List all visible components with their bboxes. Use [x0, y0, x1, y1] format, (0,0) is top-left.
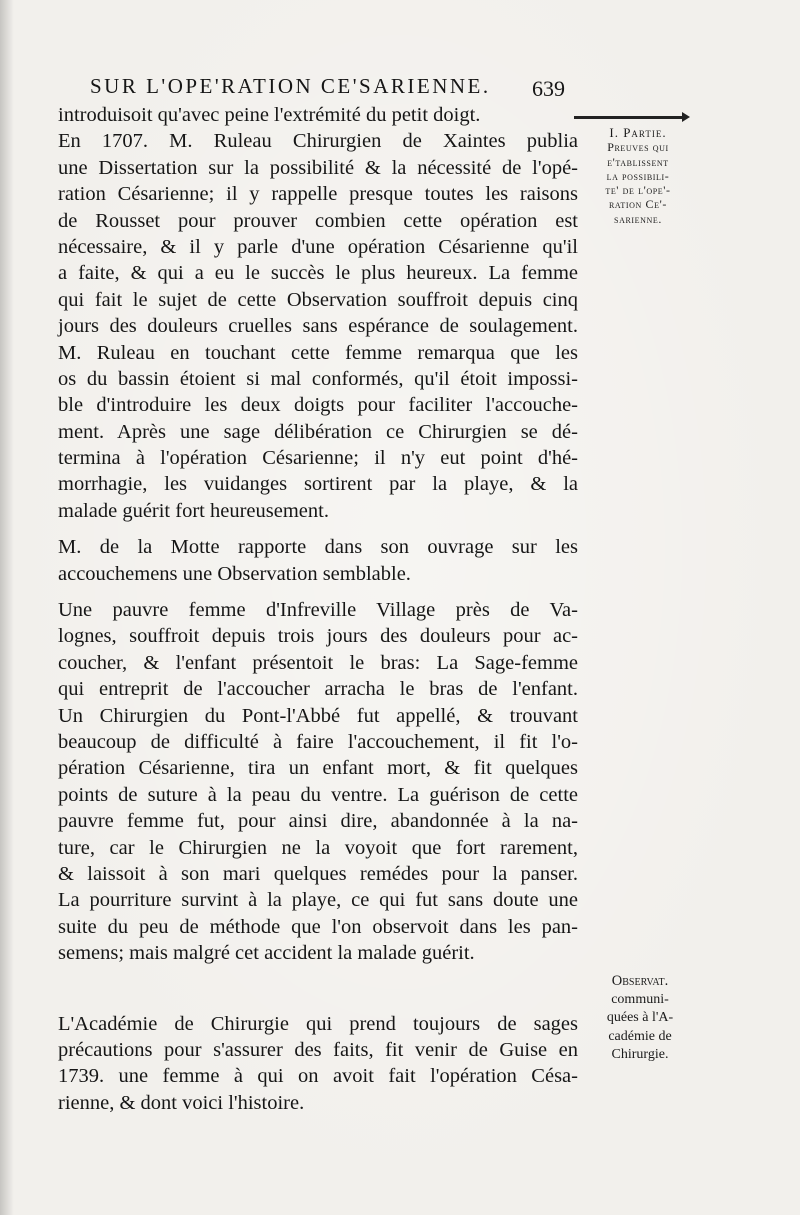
- text-line: malade guérit fort heureusement.: [58, 499, 329, 522]
- text-line: qui entreprit de l'accoucher arracha le bras de l'enfant.: [58, 678, 578, 701]
- text-line: termina à l'opération Césarienne; il n'y eut point d'hé-: [58, 447, 578, 470]
- text-line: pauvre femme fut, pour ainsi dire, abandonnée à la na-: [58, 810, 578, 833]
- text-line: ture, car le Chirurgien ne la voyoit que fort rarement,: [58, 836, 578, 859]
- margin-note-line: ration Ce'-: [609, 197, 667, 212]
- body-text: [58, 102, 578, 1116]
- margin-note-line: e'tablissent: [607, 154, 669, 169]
- margin-note-section: [586, 126, 690, 226]
- text-line: M. de la Motte rapporte dans son ouvrage sur les: [58, 536, 578, 559]
- margin-note-line: communi-: [611, 991, 669, 1007]
- text-line: os du bassin étoient si mal conformés, qu'il étoit impossi-: [58, 367, 578, 390]
- text-line: précautions pour s'assurer des faits, fit venir de Guise en: [58, 1038, 578, 1061]
- margin-note-line: cadémie de: [608, 1028, 672, 1044]
- text-line: M. Ruleau en touchant cette femme remarqua que les: [58, 341, 578, 364]
- text-line: rienne, & dont voici l'histoire.: [58, 1091, 305, 1114]
- margin-note-line: sarienne.: [614, 211, 662, 226]
- text-line: pération Césarienne, tira un enfant mort, & fit quelques: [58, 757, 578, 780]
- text-line: accouchemens une Observation semblable.: [58, 562, 411, 585]
- margin-note-line: la possibili-: [606, 168, 670, 183]
- margin-note-observation: [592, 972, 688, 1065]
- page-number: 639: [532, 76, 565, 101]
- text-line: morrhagie, les vuidanges sortirent par la playe, & la: [58, 473, 578, 496]
- margin-note-line: Preuves qui: [607, 140, 669, 155]
- text-line: beaucoup de difficulté à faire l'accouchement, il fit l'o-: [58, 730, 578, 753]
- margin-note-line: Observat.: [611, 973, 669, 989]
- margin-note-line: Chirurgie.: [611, 1047, 669, 1062]
- text-line: suite du peu de méthode que l'on observoit dans les pan-: [58, 915, 578, 938]
- page-gutter-shadow: [0, 0, 14, 1215]
- text-line: Un Chirurgien du Pont-l'Abbé fut appellé, & trouvant: [58, 704, 578, 727]
- text-line: a faite, & qui a eu le succès le plus heureux. La femme: [58, 262, 578, 285]
- header-rule: [574, 116, 684, 119]
- text-line: une Dissertation sur la possibilité & la nécessité de l'opé-: [58, 156, 578, 179]
- text-line: introduisoit qu'avec peine l'extrémité du petit doigt.: [58, 104, 481, 126]
- text-line: de Rousset pour prouver combien cette opération est: [58, 209, 578, 232]
- running-header-title: SUR L'OPE'RATION CE'SARIENNE.: [90, 74, 491, 98]
- text-line: L'Académie de Chirurgie qui prend toujours de sages: [58, 1012, 578, 1035]
- margin-note-line: quées à l'A-: [606, 1010, 674, 1025]
- text-line: Une pauvre femme d'Infreville Village près de Va-: [58, 599, 578, 622]
- text-line: qui fait le sujet de cette Observation souffroit depuis cinq: [58, 288, 578, 311]
- text-line: coucher, & l'enfant présentoit le bras: La Sage-femme: [58, 651, 578, 674]
- margin-note-line: te' de l'ope'-: [605, 183, 671, 198]
- text-line: ment. Après une sage délibération ce Chirurgien se dé-: [58, 420, 578, 443]
- text-line: 1739. une femme à qui on avoit fait l'opération Césa-: [58, 1065, 578, 1088]
- margin-note-line: I. Partie.: [609, 125, 667, 140]
- text-line: jours des douleurs cruelles sans espérance de soulagement.: [58, 315, 578, 338]
- text-line: La pourriture survint à la playe, ce qui fut sans doute une: [58, 889, 578, 912]
- text-line: ble d'introduire les deux doigts pour faciliter l'accouche-: [58, 394, 578, 417]
- text-line: & laissoit à son mari quelques remédes pour la panser.: [58, 862, 578, 885]
- text-line: points de suture à la peau du ventre. La guérison de cette: [58, 783, 578, 806]
- text-line: En 1707. M. Ruleau Chirurgien de Xaintes publia: [58, 130, 578, 153]
- text-line: ration Césarienne; il y rappelle presque toutes les raisons: [58, 183, 578, 206]
- text-line: nécessaire, & il y parle d'une opération Césarienne qu'il: [58, 235, 578, 258]
- text-line: semens; mais malgré cet accident la malade guérit.: [58, 942, 475, 965]
- text-line: lognes, souffroit depuis trois jours des douleurs pour ac-: [58, 625, 578, 648]
